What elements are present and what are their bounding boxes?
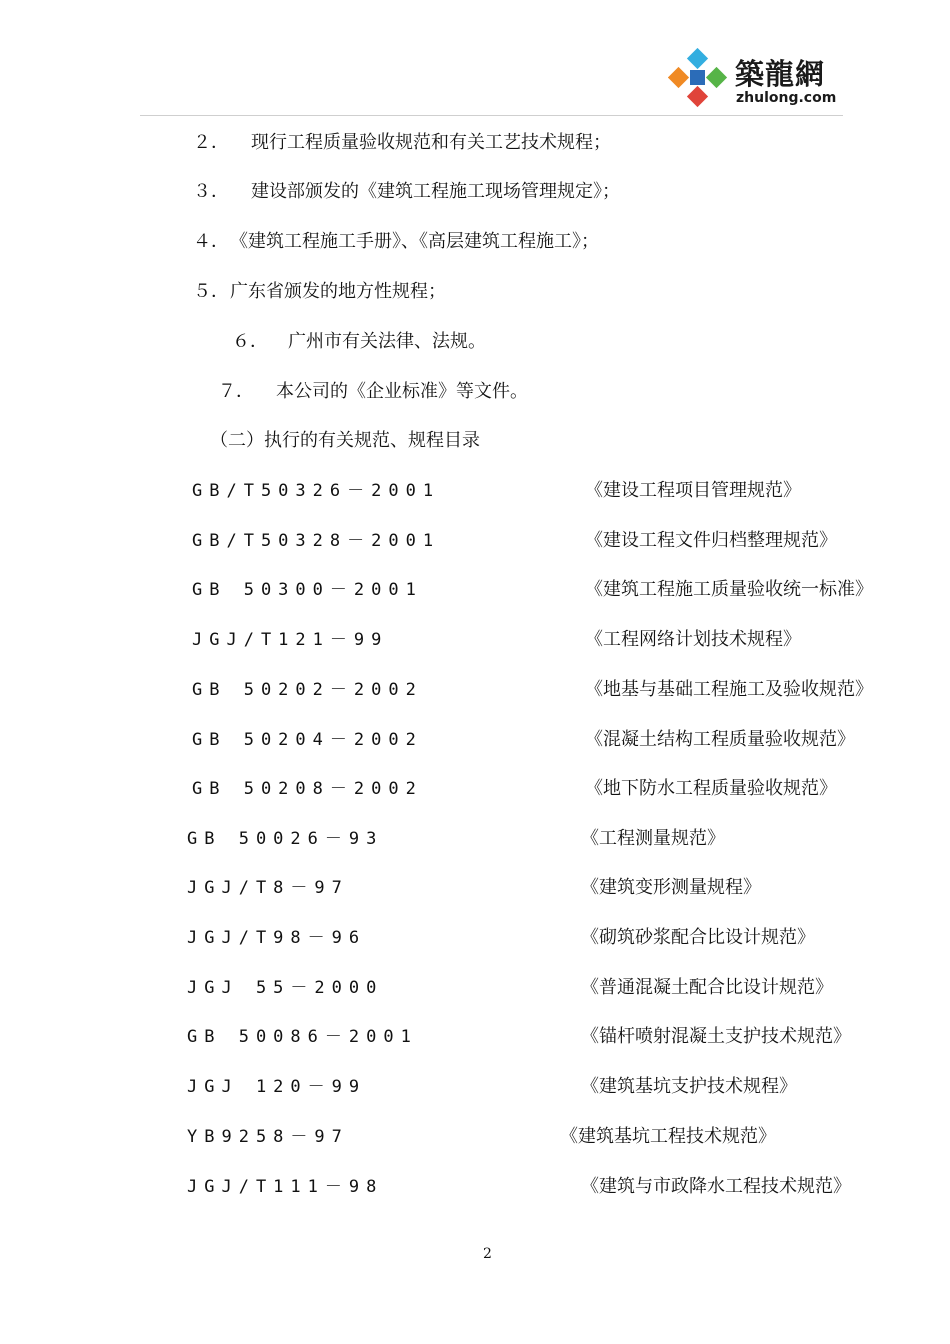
- basis-item-number: ７．: [218, 381, 254, 402]
- page-number: 2: [483, 1246, 492, 1262]
- basis-item-number: ４．: [193, 231, 229, 252]
- basis-item-number: ２．: [193, 132, 229, 153]
- standard-code: GB 50300－2001: [192, 580, 423, 600]
- standard-title: 《建设工程项目管理规范》: [585, 480, 801, 501]
- standard-code: GB/T50328－2001: [192, 531, 441, 551]
- standard-title: 《工程测量规范》: [581, 828, 725, 849]
- logo-mark-icon: [668, 48, 728, 108]
- basis-item-text: 现行工程质量验收规范和有关工艺技术规程；: [251, 132, 611, 153]
- basis-item-number: ３．: [193, 181, 229, 202]
- standard-code: JGJ/T111－98: [187, 1177, 384, 1197]
- standard-code: JGJ/T98－96: [187, 928, 367, 948]
- standard-code: JGJ/T8－97: [187, 878, 349, 898]
- basis-item: [218, 380, 528, 404]
- standard-code: YB9258－97: [187, 1127, 349, 1147]
- standard-title: 《建筑基坑支护技术规程》: [581, 1076, 797, 1097]
- logo-name-cn: 築龍網: [735, 57, 826, 91]
- standard-code: JGJ 55－2000: [187, 978, 384, 998]
- basis-item-number: ５．: [193, 281, 229, 302]
- standard-title: 《建筑与市政降水工程技术规范》: [581, 1176, 851, 1197]
- standard-title: 《锚杆喷射混凝土支护技术规范》: [581, 1026, 851, 1047]
- standard-code: GB/T50326－2001: [192, 481, 441, 501]
- standard-code: GB 50208－2002: [192, 779, 423, 799]
- basis-item: [232, 330, 486, 354]
- standard-title: 《地基与基础工程施工及验收规范》: [585, 679, 873, 700]
- standard-code: JGJ/T121－99: [192, 630, 389, 650]
- standard-title: 《砌筑砂浆配合比设计规范》: [581, 927, 815, 948]
- site-logo: [668, 46, 843, 110]
- standard-title: 《建筑工程施工质量验收统一标准》: [585, 579, 873, 600]
- standard-title: 《普通混凝土配合比设计规范》: [581, 977, 833, 998]
- basis-item-text: 本公司的《企业标准》等文件。: [276, 381, 528, 402]
- basis-item-text: 《建筑工程施工手册》、《高层建筑工程施工》；: [230, 231, 599, 252]
- standard-title: 《建设工程文件归档整理规范》: [585, 530, 837, 551]
- basis-item-text: 广州市有关法律、法规。: [288, 331, 486, 352]
- header-divider: [140, 115, 843, 116]
- standard-title: 《工程网络计划技术规程》: [585, 629, 801, 650]
- basis-item: [193, 230, 599, 254]
- standard-title: 《建筑变形测量规程》: [581, 877, 761, 898]
- section-heading: （二）执行的有关规范、规程目录: [210, 430, 480, 451]
- standard-code: GB 50026－93: [187, 829, 384, 849]
- basis-item: [193, 180, 620, 204]
- standard-code: JGJ 120－99: [187, 1077, 367, 1097]
- standard-title: 《建筑基坑工程技术规范》: [560, 1126, 776, 1147]
- standard-code: GB 50202－2002: [192, 680, 423, 700]
- basis-item-text: 广东省颁发的地方性规程；: [230, 281, 446, 302]
- basis-item: [193, 280, 446, 304]
- standard-code: GB 50086－2001: [187, 1027, 418, 1047]
- standard-code: GB 50204－2002: [192, 730, 423, 750]
- basis-item: [193, 131, 611, 155]
- standard-title: 《混凝土结构工程质量验收规范》: [585, 729, 855, 750]
- basis-item-text: 建设部颁发的《建筑工程施工现场管理规定》；: [251, 181, 620, 202]
- standard-title: 《地下防水工程质量验收规范》: [585, 778, 837, 799]
- logo-name-en: zhulong.com: [736, 90, 837, 106]
- basis-item-number: ６．: [232, 331, 268, 352]
